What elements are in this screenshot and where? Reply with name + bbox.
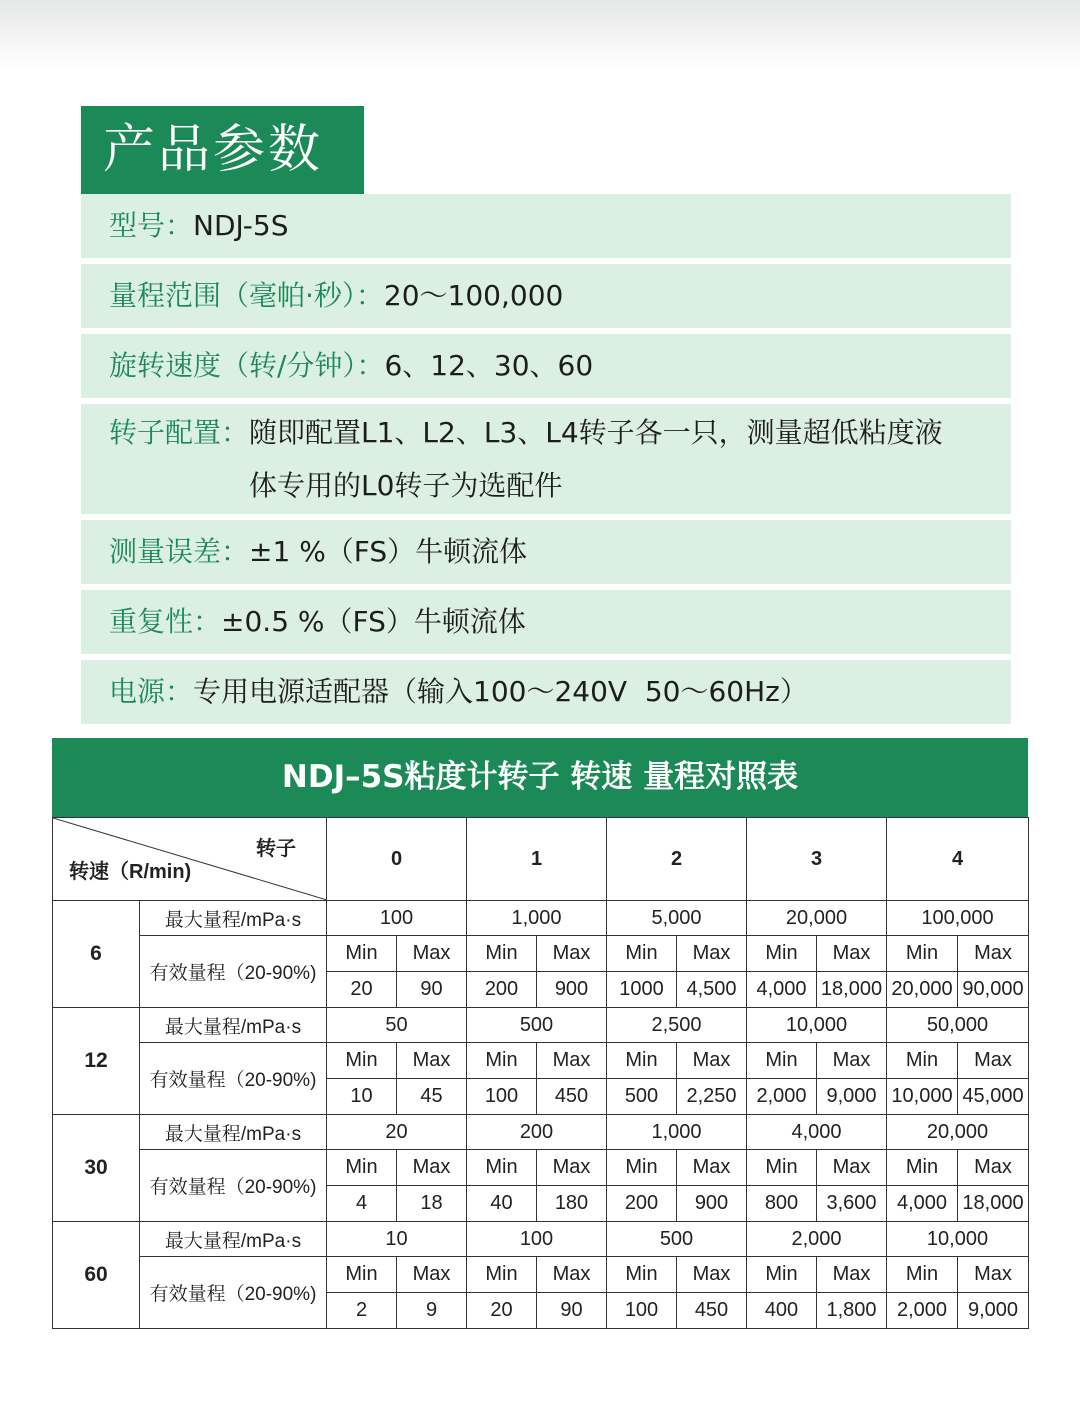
range-min-value: 200 [607, 1186, 677, 1222]
range-min-value: 400 [747, 1293, 817, 1329]
param-value: 专用电源适配器（输入100～240V 50～60Hz） [193, 675, 808, 708]
min-header: Min [467, 936, 537, 972]
range-max-value: 1,800 [817, 1293, 887, 1329]
range-max-value: 9,000 [958, 1293, 1029, 1329]
effective-range-label: 有效量程（20-90%) [140, 1150, 327, 1222]
min-header: Min [327, 1257, 397, 1293]
range-max-value: 90 [397, 972, 467, 1008]
param-value: ±0.5 %（FS）牛顿流体 [221, 605, 526, 638]
param-row-repeatability [81, 590, 1011, 654]
max-range-row [53, 1222, 1029, 1257]
range-min-value: 100 [607, 1293, 677, 1329]
max-range-value: 100 [327, 901, 467, 936]
max-range-row [53, 1115, 1029, 1150]
param-label: 测量误差： [109, 535, 250, 568]
range-max-value: 900 [677, 1186, 747, 1222]
max-range-value: 10,000 [747, 1008, 887, 1043]
max-range-row [53, 1008, 1029, 1043]
max-range-value: 500 [467, 1008, 607, 1043]
min-header: Min [607, 1043, 677, 1079]
rotor-header: 3 [747, 818, 887, 901]
max-header: Max [817, 1257, 887, 1293]
max-range-value: 50,000 [887, 1008, 1029, 1043]
max-range-value: 2,500 [607, 1008, 747, 1043]
rotor-header: 4 [887, 818, 1029, 901]
max-header: Max [537, 1043, 607, 1079]
param-row-error [81, 520, 1011, 584]
min-header: Min [747, 1043, 817, 1079]
max-header: Max [958, 1150, 1029, 1186]
param-row-power [81, 660, 1011, 724]
param-label: 型号： [109, 209, 194, 242]
param-value: NDJ-5S [193, 209, 289, 242]
max-header: Max [958, 936, 1029, 972]
max-header: Max [397, 1150, 467, 1186]
max-header: Max [677, 1043, 747, 1079]
range-max-value: 4,500 [677, 972, 747, 1008]
range-min-value: 20 [327, 972, 397, 1008]
max-range-value: 4,000 [747, 1115, 887, 1150]
speed-cell: 6 [53, 901, 140, 1008]
max-range-label: 最大量程/mPa·s [140, 1222, 327, 1257]
max-header: Max [817, 1150, 887, 1186]
range-min-value: 800 [747, 1186, 817, 1222]
params-list [81, 194, 1011, 730]
param-value: 随即配置L1、L2、L3、L4转子各一只，测量超低粘度液 体专用的L0转子为选配件 [249, 416, 943, 502]
max-header: Max [397, 1257, 467, 1293]
param-label: 电源： [109, 675, 194, 708]
range-min-value: 500 [607, 1079, 677, 1115]
min-header: Min [747, 1150, 817, 1186]
param-value: ±1 %（FS）牛顿流体 [249, 535, 528, 568]
max-header: Max [677, 1150, 747, 1186]
speed-cell: 30 [53, 1115, 140, 1222]
effective-range-label: 有效量程（20-90%) [140, 1257, 327, 1329]
max-range-value: 100,000 [887, 901, 1029, 936]
max-range-value: 20,000 [747, 901, 887, 936]
max-header: Max [397, 1043, 467, 1079]
min-header: Min [887, 936, 958, 972]
min-max-header-row [53, 1150, 1029, 1186]
min-header: Min [887, 1150, 958, 1186]
range-max-value: 180 [537, 1186, 607, 1222]
min-header: Min [467, 1257, 537, 1293]
range-max-value: 45 [397, 1079, 467, 1115]
range-max-value: 9 [397, 1293, 467, 1329]
range-min-value: 20,000 [887, 972, 958, 1008]
range-max-value: 18,000 [817, 972, 887, 1008]
range-max-value: 90,000 [958, 972, 1029, 1008]
max-range-label: 最大量程/mPa·s [140, 901, 327, 936]
range-min-value: 10,000 [887, 1079, 958, 1115]
param-value: 20～100,000 [383, 279, 564, 312]
rotor-header: 0 [327, 818, 467, 901]
range-min-value: 40 [467, 1186, 537, 1222]
range-max-value: 90 [537, 1293, 607, 1329]
min-header: Min [327, 936, 397, 972]
min-header: Min [327, 1150, 397, 1186]
range-min-value: 4,000 [887, 1186, 958, 1222]
param-row-model [81, 194, 1011, 258]
max-header: Max [817, 1043, 887, 1079]
section-title: 产品参数 [81, 106, 364, 194]
max-range-value: 200 [467, 1115, 607, 1150]
range-max-value: 18,000 [958, 1186, 1029, 1222]
range-max-value: 2,250 [677, 1079, 747, 1115]
min-max-header-row [53, 1257, 1029, 1293]
max-header: Max [537, 1257, 607, 1293]
max-range-value: 20 [327, 1115, 467, 1150]
min-max-header-row [53, 1043, 1029, 1079]
range-min-value: 2 [327, 1293, 397, 1329]
param-row-rotor [81, 404, 1011, 514]
range-max-value: 3,600 [817, 1186, 887, 1222]
table-title: NDJ–5S粘度计转子 转速 量程对照表 [52, 738, 1028, 817]
max-range-row [53, 901, 1029, 936]
min-header: Min [467, 1150, 537, 1186]
max-range-value: 50 [327, 1008, 467, 1043]
max-range-value: 500 [607, 1222, 747, 1257]
range-min-value: 1000 [607, 972, 677, 1008]
speed-cell: 12 [53, 1008, 140, 1115]
max-range-label: 最大量程/mPa·s [140, 1115, 327, 1150]
range-max-value: 900 [537, 972, 607, 1008]
effective-range-label: 有效量程（20-90%) [140, 936, 327, 1008]
max-range-value: 10,000 [887, 1222, 1029, 1257]
param-value: 6、12、30、60 [384, 349, 594, 382]
range-max-value: 9,000 [817, 1079, 887, 1115]
range-min-value: 20 [467, 1293, 537, 1329]
range-min-value: 4,000 [747, 972, 817, 1008]
max-header: Max [958, 1043, 1029, 1079]
max-header: Max [817, 936, 887, 972]
range-min-value: 4 [327, 1186, 397, 1222]
min-header: Min [607, 1257, 677, 1293]
effective-range-label: 有效量程（20-90%) [140, 1043, 327, 1115]
max-range-value: 100 [467, 1222, 607, 1257]
range-min-value: 2,000 [887, 1293, 958, 1329]
max-range-value: 2,000 [747, 1222, 887, 1257]
corner-rotor-label: 转子 [256, 838, 296, 860]
min-header: Min [467, 1043, 537, 1079]
max-header: Max [537, 936, 607, 972]
max-range-value: 5,000 [607, 901, 747, 936]
min-header: Min [747, 1257, 817, 1293]
param-label: 旋转速度（转/分钟）： [109, 349, 385, 382]
max-range-value: 1,000 [467, 901, 607, 936]
min-header: Min [327, 1043, 397, 1079]
range-min-value: 10 [327, 1079, 397, 1115]
range-max-value: 45,000 [958, 1079, 1029, 1115]
min-max-header-row [53, 936, 1029, 972]
max-range-value: 10 [327, 1222, 467, 1257]
min-header: Min [607, 1150, 677, 1186]
max-range-value: 20,000 [887, 1115, 1029, 1150]
table-corner-cell [53, 818, 327, 901]
range-max-value: 18 [397, 1186, 467, 1222]
rotor-range-table [52, 817, 1029, 1329]
max-header: Max [677, 936, 747, 972]
range-min-value: 200 [467, 972, 537, 1008]
param-row-range [81, 264, 1011, 328]
range-max-value: 450 [677, 1293, 747, 1329]
param-row-speed [81, 334, 1011, 398]
max-range-value: 1,000 [607, 1115, 747, 1150]
range-min-value: 2,000 [747, 1079, 817, 1115]
max-header: Max [677, 1257, 747, 1293]
max-header: Max [397, 936, 467, 972]
rotor-header: 1 [467, 818, 607, 901]
min-header: Min [887, 1257, 958, 1293]
max-range-label: 最大量程/mPa·s [140, 1008, 327, 1043]
max-header: Max [537, 1150, 607, 1186]
rotor-table-section [52, 738, 1028, 1329]
param-label: 量程范围（毫帕·秒）： [109, 279, 384, 312]
speed-cell: 60 [53, 1222, 140, 1329]
min-header: Min [607, 936, 677, 972]
min-header: Min [887, 1043, 958, 1079]
param-label: 转子配置： [109, 416, 250, 449]
param-label: 重复性： [109, 605, 222, 638]
table-header-row [53, 818, 1029, 901]
corner-speed-label: 转速（R/min) [69, 861, 192, 883]
range-min-value: 100 [467, 1079, 537, 1115]
min-header: Min [747, 936, 817, 972]
range-max-value: 450 [537, 1079, 607, 1115]
max-header: Max [958, 1257, 1029, 1293]
rotor-header: 2 [607, 818, 747, 901]
